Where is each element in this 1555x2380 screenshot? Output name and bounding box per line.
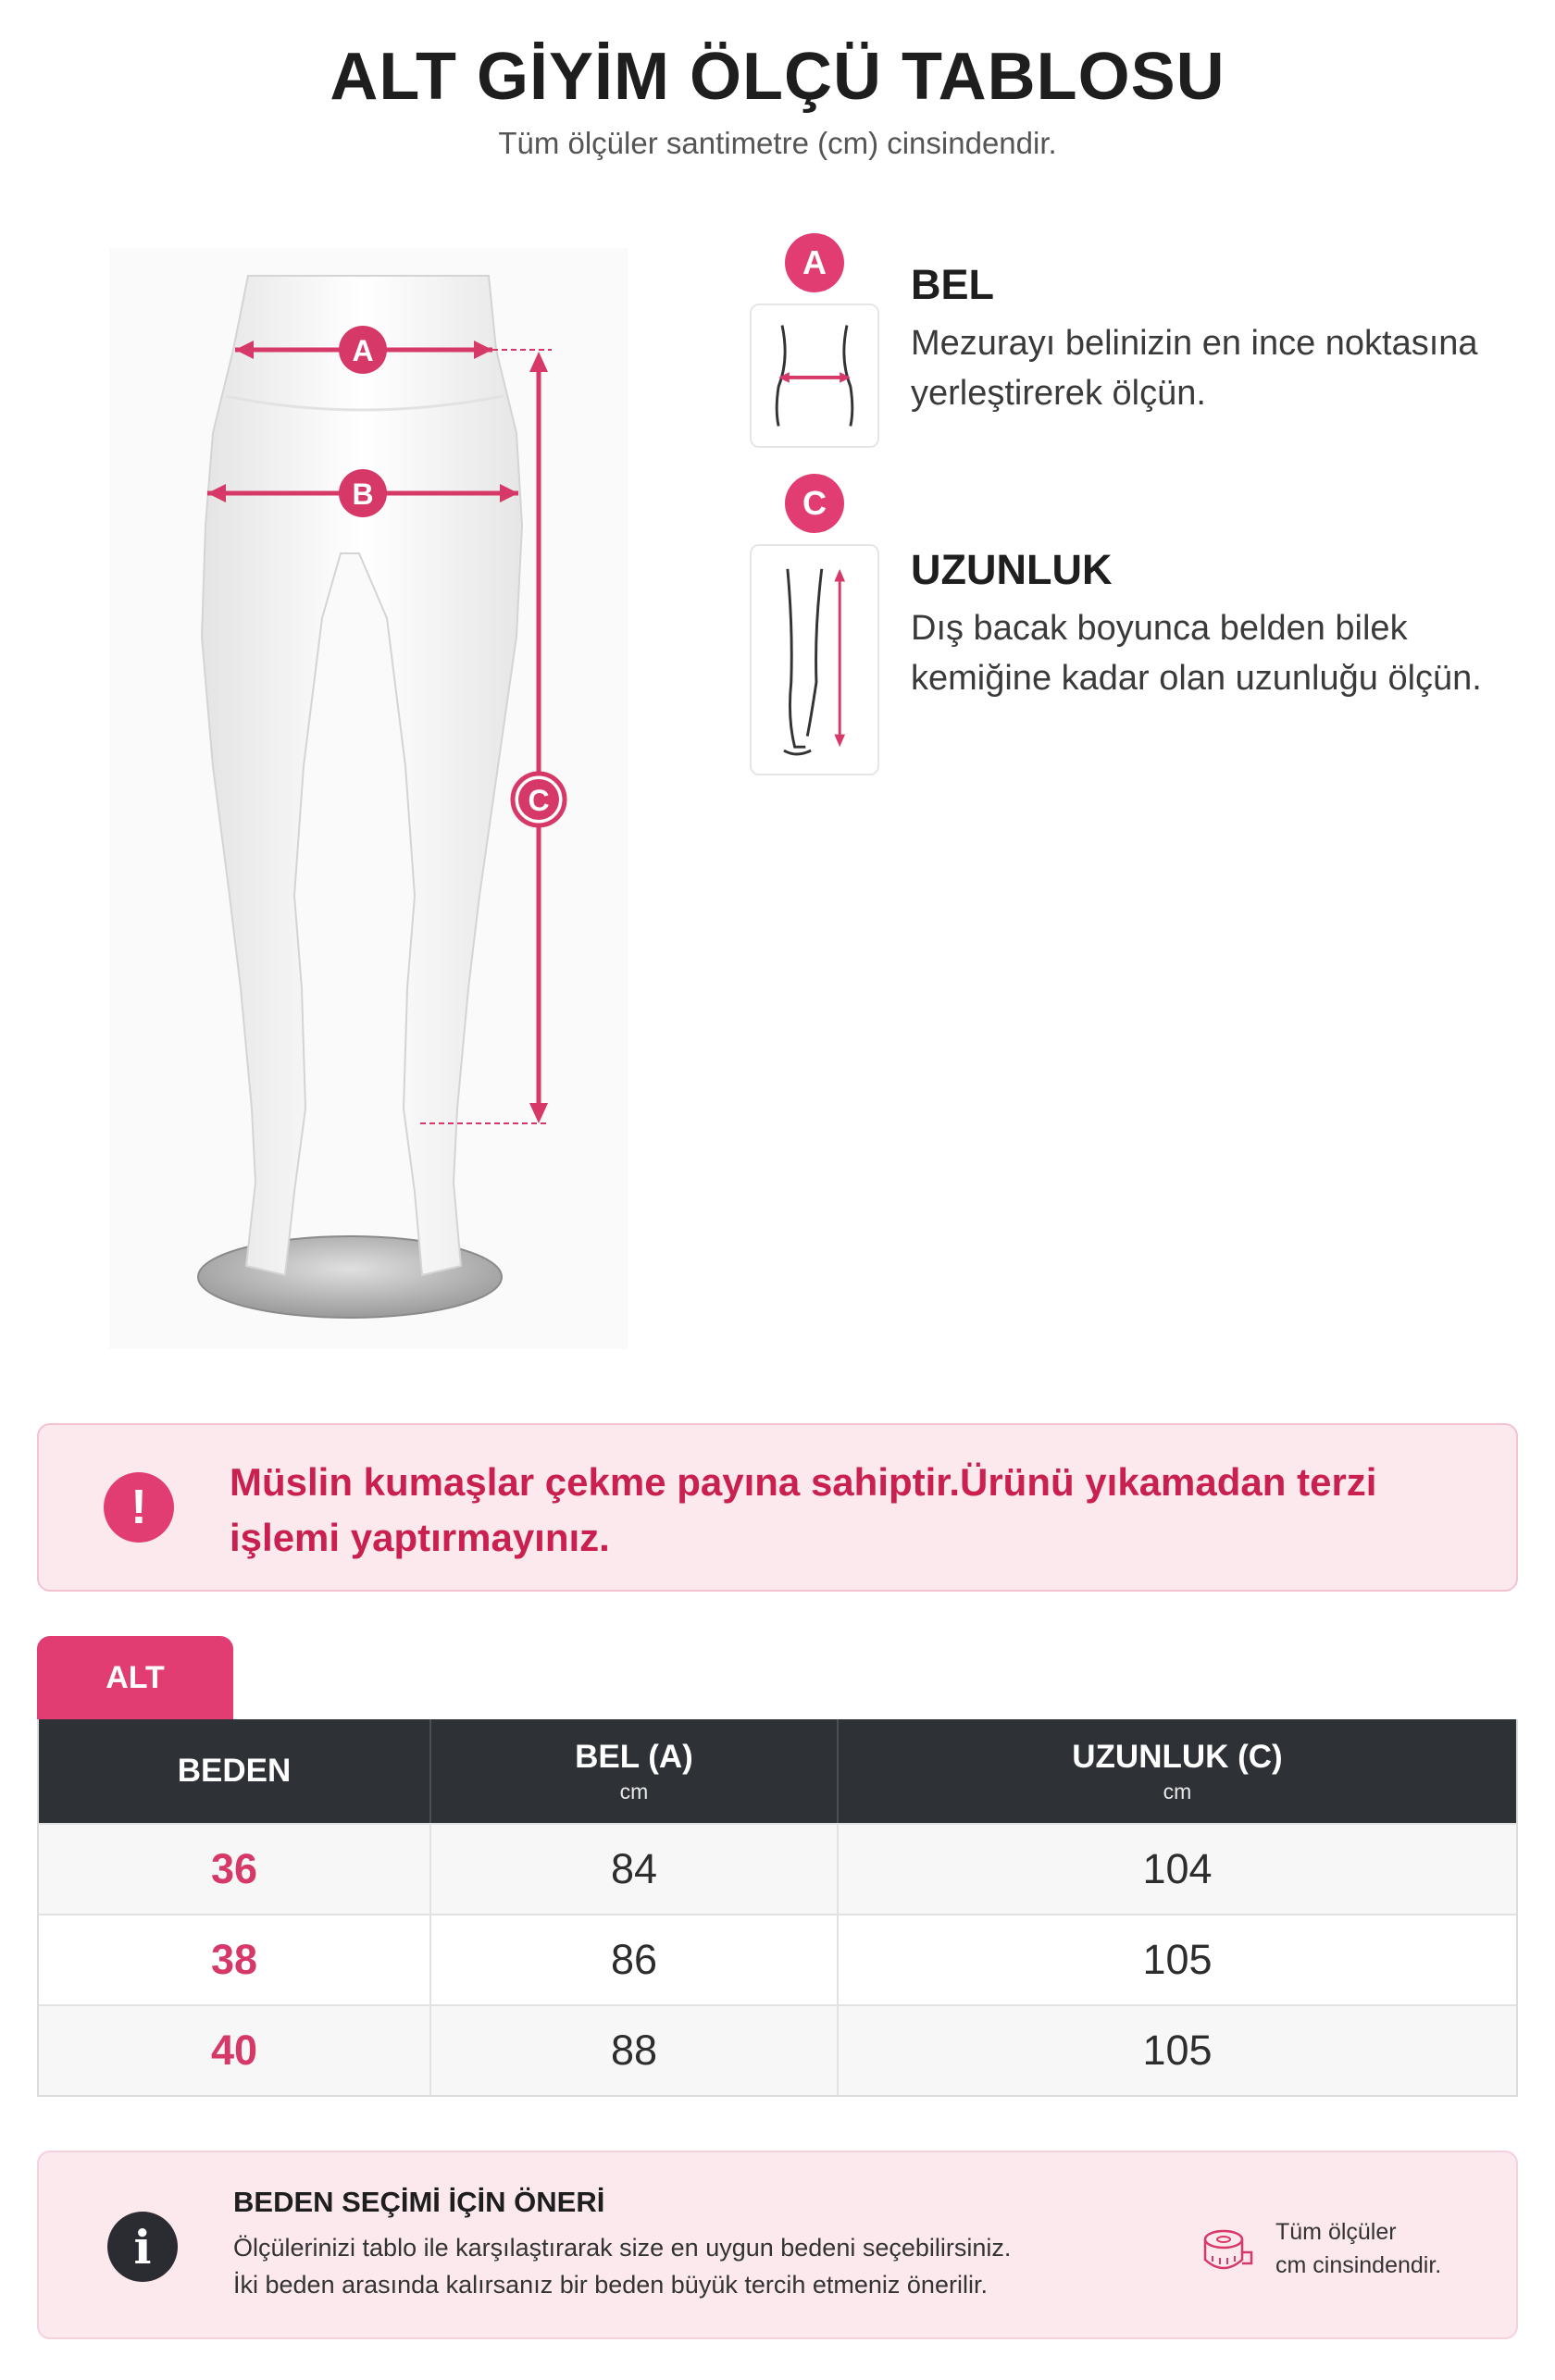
cell-bel: 84: [431, 1825, 839, 1914]
page-title: ALT GİYİM ÖLÇÜ TABLOSU: [330, 40, 1225, 114]
measurement-title-bel: BEL: [911, 261, 994, 308]
tip-box: [37, 2151, 1518, 2339]
measurement-title-uzunluk: UZUNLUK: [911, 546, 1113, 593]
table-body: [39, 1823, 1516, 2095]
tip-title: BEDEN SEÇİMİ İÇİN ÖNERİ: [233, 2186, 605, 2218]
svg-text:A: A: [352, 334, 374, 367]
cell-size: 40: [39, 2006, 431, 2095]
waist-icon: [750, 304, 879, 448]
badge-a: A: [785, 233, 844, 292]
cell-uzunluk: 104: [1142, 1845, 1213, 1892]
svg-text:C: C: [528, 784, 550, 817]
leg-length-icon: [750, 544, 879, 775]
exclamation-icon: !: [104, 1472, 174, 1543]
cell-uzunluk: 105: [1142, 1936, 1213, 1983]
tip-line-2: İki beden arasında kalırsanız bir beden büyük tercih etmeniz önerilir.: [233, 2271, 988, 2299]
warning-banner: [37, 1423, 1518, 1592]
header-beden: BEDEN: [39, 1719, 431, 1823]
mannequin-figure: [109, 248, 628, 1349]
measurement-desc-uzunluk: Dış bacak boyunca belden bilek kemiğine kadar olan uzunluğu ölçün.: [911, 609, 1482, 698]
cell-size: 38: [39, 1915, 431, 2004]
tip-line-1: Ölçülerinizi tablo ile karşılaştırarak size en uygun bedeni seçebilirsiniz.: [233, 2234, 1012, 2262]
svg-text:B: B: [352, 477, 374, 511]
cell-size: 36: [39, 1825, 431, 1914]
badge-c: C: [785, 474, 844, 533]
page-subtitle: Tüm ölçüler santimetre (cm) cinsindendir.: [498, 126, 1057, 160]
info-icon: i: [107, 2212, 178, 2282]
table-header: [39, 1719, 1516, 1823]
table-row: [39, 1823, 1516, 1914]
cell-bel: 88: [431, 2006, 839, 2095]
cell-bel: 86: [431, 1915, 839, 2004]
cell-uzunluk: 105: [1142, 2027, 1213, 2074]
table-row: [39, 1914, 1516, 2004]
header-bel: BEL (A) cm: [431, 1719, 839, 1823]
measuring-tape-icon: [1201, 2225, 1253, 2276]
table-row: [39, 2004, 1516, 2095]
tip-note: Tüm ölçüler cm cinsindendir.: [1275, 2219, 1442, 2278]
measurement-desc-bel: Mezurayı belinizin en ince noktasına yerleştirerek ölçün.: [911, 324, 1478, 413]
tab-alt[interactable]: ALT: [37, 1636, 233, 1719]
header-uzunluk: UZUNLUK (C) cm: [1072, 1738, 1283, 1804]
size-table: [37, 1719, 1518, 2097]
warning-text: Müslin kumaşlar çekme payına sahiptir.Ürünü yıkamadan terzi işlemi yaptırmayınız.: [230, 1460, 1377, 1559]
